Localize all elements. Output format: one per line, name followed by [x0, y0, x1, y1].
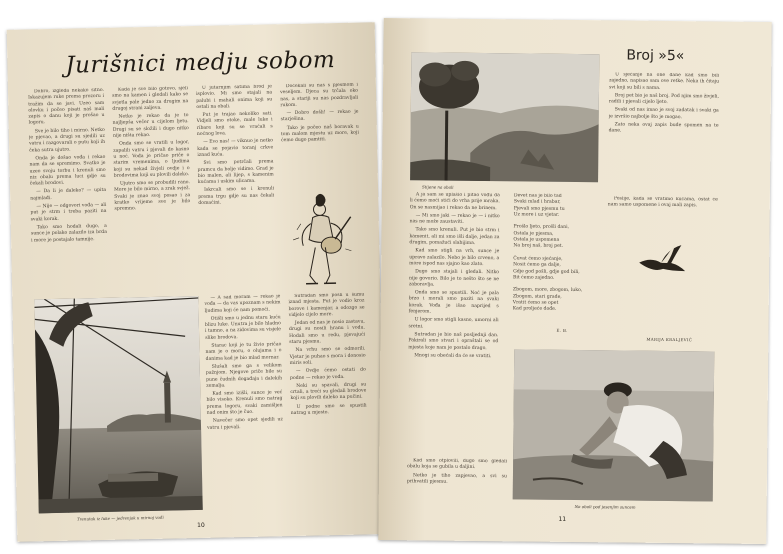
right-intro-column: U sjećanje na one dane kad smo bili zajedno, napisao sam ove retke. Neka ih čitaju svi koji su bili s nama. Broj pet bio je naš broj. Pod njim smo živjeli, radili i pjevali cijelo ljeto. Svaki od nas imao je svoj zadatak i svaki ga je izvršio najbolje što je mogao. Zato neka ovaj zapis bude spomen na te dane. [608, 72, 720, 134]
poem-author-signature: MARIJA KRALJEVIĆ [646, 336, 693, 343]
right-text-column-1: A ja sam se uplašio i pitao vođu da li ćemo moći stići do vrha prije mraka. On se nasmijao i rekao da ne brinem. — Mi smo jaki — rekao je — i nitko nas ne može zaustaviti. Tako smo krenuli. Put je bio strm i kamenit, ali mi smo išli dalje, jedan za drugim, pomažući slabijima. Kad smo stigli na vrh, sunce je upravo zalazilo. Nebo je bilo crveno, a more ispod nas sjajno kao zlato. Dugo smo stajali i gledali. Nitko nije govorio. Bilo je to nešto što se ne zaboravlja. Onda smo se spustili. Noć je pala brzo i morali smo paziti na svaki korak. Vođa je išao naprijed s fenjerom. U logor smo stigli kasno, umorni ali sretni. Sutradan je bio naš posljednji dan. Pakirali smo stvari i opraštali se od mjesta koje nam je postalo drago. Mnogi su obećali da će se vratiti. [408, 192, 500, 359]
top-photo-caption: Stijene na obali [421, 184, 454, 190]
bottom-photo-caption: Na obali pod jesenjim suncem [574, 504, 636, 510]
right-poem-column: Devet nas je bilo tad Svaki mlad i hrabar, Pjevali smo pjesmu tu Uz more i uz vjetar. Prošlo ljeto, prošli dani, Ostala je pjesma, Ostala je uspomena Na broj naš, broj pet. Čuvat ćemo sjećanje, Nosit ćemo ga dalje, Gdje god pošli, gdje god bili, Bit ćemo zajedno. Zbogom, more, zbogom, luko, Zbogom, stari grade, Vratit ćemo se opet Kad proljeće dođe. [512, 193, 583, 313]
bird-illustration [635, 241, 691, 278]
left-text-column-3: U jutarnjim satima brod je isplovio. Mi smo stajali na palubi i mahali onima koji su ostali na obali. Put je trajao nekoliko sati. Vidjeli smo otoke, male luke i ribare koji su se vraćali s noćnog lova. — Evo nas! — viknuo je netko kada se pojavio toranj crkve iznad kuća. Svi smo potrčali prema pramcu da bolje vidimo. Grad je bio malen, ali lijep, s kamenim kućama i uskim ulicama. Iskrcali smo se i krenuli prema trgu gdje su nas čekali domaćini. [196, 84, 275, 206]
right-page [378, 18, 771, 544]
poem-signature-initials: E. B. [556, 327, 568, 333]
left-page [7, 22, 386, 542]
left-text-column-6: Sutradan smo pošli u šumu iznad mjesta. Put je vodio kroz borove i kamenjar, a odozgo se vidjelo cijelo more. Jedan od nas je nosio zastavu, drugi su nosili hranu i vodu. Hodali smo u redu, pjevajući staru pjesmu. Na vrhu smo se odmorili. Vjetar je puhao s mora i donosio miris soli. — Ovdje ćemo ostati do podne — rekao je vođa. Neki su spavali, drugi su crtali, a treći su gledali brodove koji su plovili daleko na pučini. U podne smo se spustili natrag u mjesto. [288, 292, 367, 417]
kneeling-person-photo [513, 349, 715, 501]
left-text-column-2: Kada je sve bilo gotovo, sjeli smo na kamen i gledali kako se svjetla pale jedno za drugim na drugoj strani zaljeva. Netko je rekao da je to najljepša večer u cijelom ljetu. Drugi su se složili i dugo nitko nije ništa rekao. Onda smo se vratili u logor, zapalili vatru i pjevali do kasno u noć. Vođa je pričao priče o starim vremenima, o ljudima koji su nekad živjeli ovdje i o brodovima koji su plovili daleko. Ujutro smo se probudili rano. More je bilo mirno, a zrak svjež. Svaki je znao svoj posao i za kratko vrijeme sve je bilo spremno. [112, 86, 191, 213]
left-page-number: 10 [197, 521, 205, 530]
left-page-title: Jurišnici medju sobom [65, 47, 336, 79]
musician-illustration [276, 189, 362, 295]
harbor-boat-photo [34, 296, 202, 513]
right-text-column-2: Kad smo otplovili, dugo smo gledali obalu koja se gubila u daljini. Netko je tiho zapjevao, a svi su prihvatili pjesmu. [406, 458, 508, 485]
right-text-column-upper: Poslije, kada se vratimo kućama, ostat će nam samo uspomene i ovaj mali zapis. [607, 196, 718, 209]
right-page-number: 11 [558, 515, 567, 523]
left-text-column-1: Dobro, izgleda nekako sitno. Iskazujem ruke prema prozoru i tražim da se javi. Uzeo sam olovku i počeo pisati naš mali zapis o danu koji je prošao u logoru. Sve je bilo tiho i mirno. Netko je pjevao, a drugi su sjedili uz vatru i razgovarali o putu koji ih čeka sutra ujutro. Onda je došao vođa i rekao nam da se spremimo. Svatko je uzeo svoju torbu i krenuli smo niz obalu prema luci gdje su čekali brodovi. — Da li je daleko? — upita najmlađi. — Nije — odgovori vođa — ali put je strm i treba paziti na svaki korak. Tako smo hodali dugo, a sunce je polako zalazilo iza brda i more je postajalo tamnije. [28, 87, 107, 243]
right-page-title: Broj »5« [626, 47, 685, 65]
left-text-column-4: Dočekali su nas s pjesmom i veseljem. Djeca su trčala oko nas, a stariji su nas pozdravljali rukom. — Dobro došli! — rekao je starješina. Tako je počeo naš boravak u tom malom mjestu uz more, koji ćemo dugo pamtiti. [280, 82, 359, 144]
rocky-coast-photo [410, 52, 599, 182]
left-text-column-5: — A sad moram — rekao je vođa — da vas upoznam s nekim ljudima koji će nam pomoći. Otišli smo u jednu staru kuću blizu luke. Unutra je bilo hladno i tamno, a na zidovima su visjele slike brodova. Starac koji je tu živio pričao nam je o moru, o olujama i o danima kad je bio mlad mornar. Slušali smo ga s velikom pažnjom. Njegove priče bile su pune čudnih događaja i dalekih zemalja. Kad smo izišli, sunce je već bilo visoko. Krenuli smo natrag prema logoru, svaki zamišljen nad onim što je čuo. Navečer smo opet sjedili uz vatru i pjevali. [204, 294, 283, 431]
harbor-photo-caption: Trenutak iz luke — jedrenjak u mirnoj vodi [76, 514, 164, 522]
